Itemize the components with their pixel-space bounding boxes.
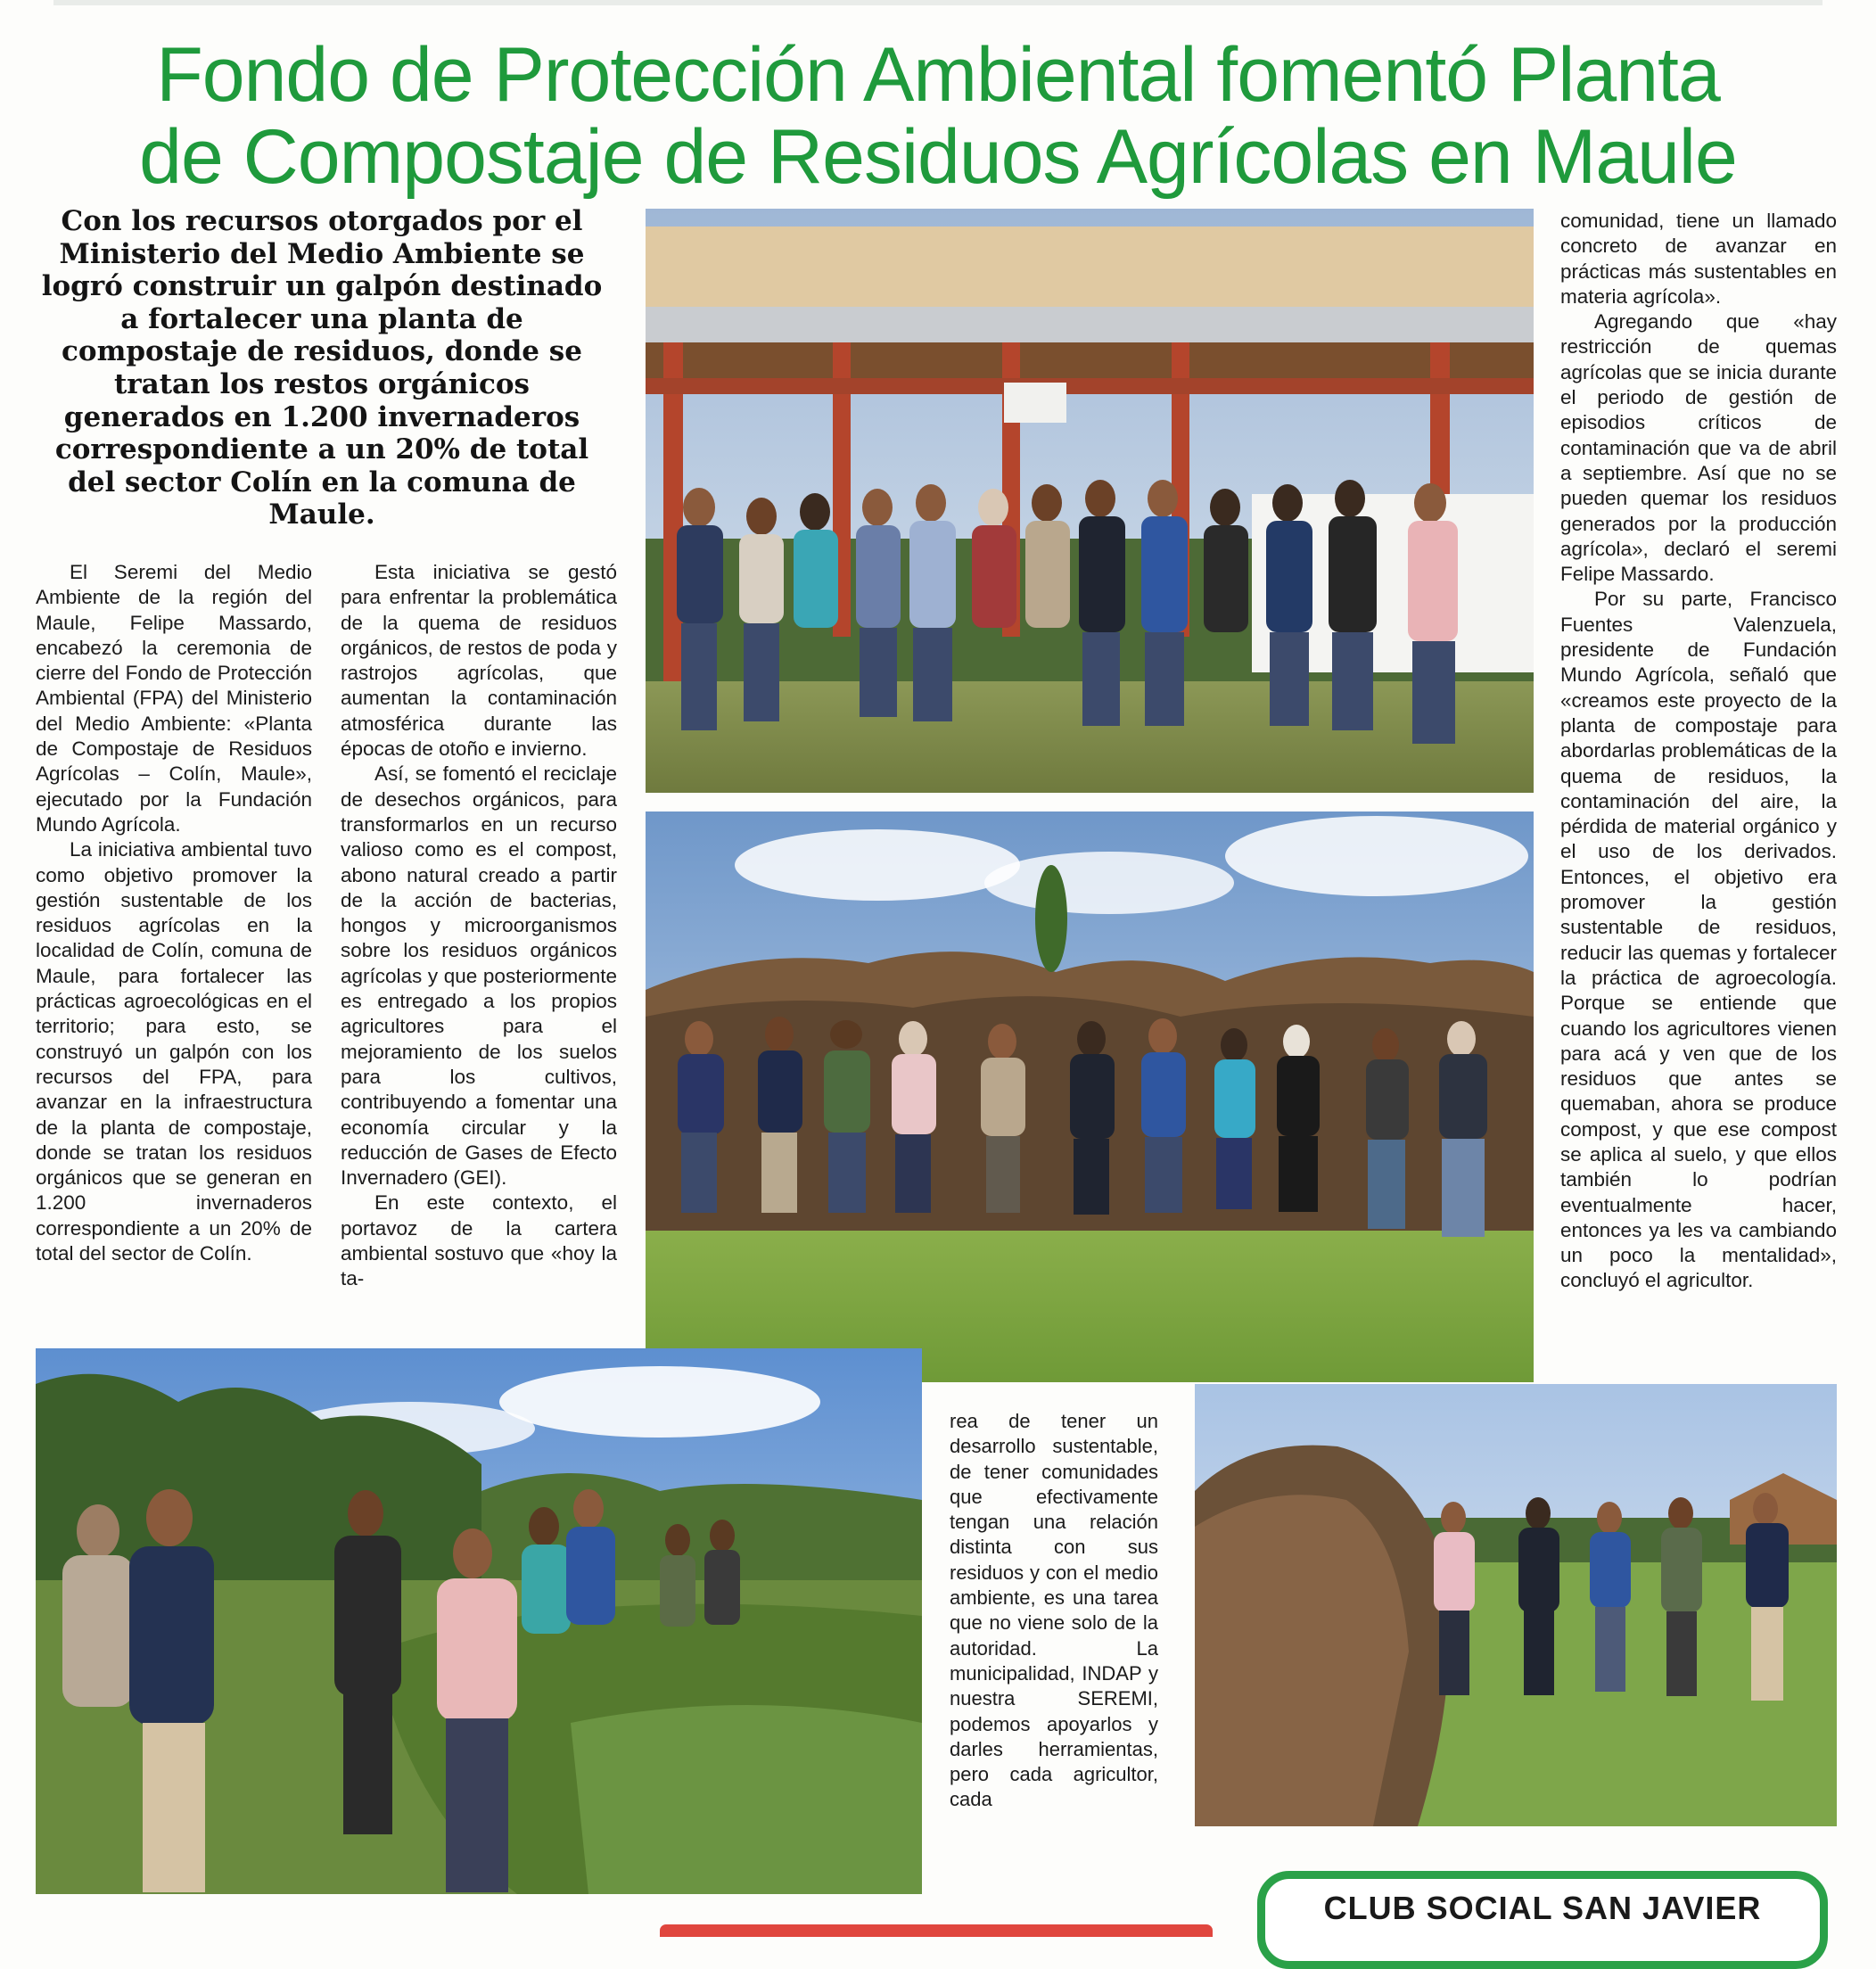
paragraph: rea de tener un desarrollo sustentable, de tener comunidades que efectivamente tengan una relación distinta con sus residuos y con el medio ambiente, es una tarea que no viene solo de la autoridad. La municipalidad, INDAP y nuestra SEREMI, podemos apoyarlos y darles herramientas, pero cada agricultor, cada [950, 1410, 1158, 1811]
top-rule [53, 0, 1823, 5]
photo-compost-pile [1195, 1384, 1837, 1826]
red-banner-edge [660, 1924, 1213, 1937]
paragraph: La iniciativa ambiental tuvo como objetivo promover la gestión sustentable de los residuos agrícolas en la localidad de Colín, comuna de Maule, para fortalecer las prácticas agroecológicas en el territorio; para esto, se construyó un galpón con los recursos del FPA, para avanzar en la infraestructura de la planta de compostaje, donde se tratan los residuos orgánicos que se generan en 1.200 invernaderos correspondiente a un 20% de total del sector de Colín. [36, 838, 312, 1265]
club-social-banner [1257, 1871, 1828, 1969]
paragraph: Agregando que «hay restricción de quemas agrícolas que se inicia durante el periodo de gestión de episodios críticos de contaminación que va de abril a septiembre. Así que no se pueden quemar los residuos generados por la producción agrícola», declaró el seremi Felipe Massardo. [1560, 310, 1837, 586]
photo-group-compost [646, 811, 1534, 1382]
paragraph: Así, se fomentó el reciclaje de desechos orgánicos, para transformarlos en un recurso valioso como es el compost, abono natural creado a partir de la acción de bacterias, hongos y microorganismos sobre los residuos orgánicos agrícolas y que posteriormente es entregado a los propios agricultores para el mejoramiento de los suelos para los cultivos, contribuyendo a fomentar una economía circular y la reducción de Gases de Efecto Invernadero (GEI). [341, 762, 617, 1190]
column-3 [950, 1409, 1158, 1813]
paragraph: Esta iniciativa se gestó para enfrentar la problemática de la quema de residuos orgánicos, de restos de poda y rastrojos agrícolas, que aumentan la contaminación atmosférica durante las épocas de otoño e invierno. [341, 561, 617, 761]
headline-line-1: Fondo de Protección Ambiental fomentó Planta [156, 32, 1720, 118]
paragraph: Por su parte, Francisco Fuentes Valenzuela, presidente de Fundación Mundo Agrícola, señaló que «creamos este proyecto de la planta de compostaje para abordarlas problemáticas de la quema de residuos, la contaminación del aire, la pérdida de material orgánico y el uso de los derivados. Entonces, el objetivo era promover la gestión sustentable de residuos, reducir las quemas y fortalecer la práctica de agroecología. Porque se entiende que cuando los agricultores vienen para acá y ven que de los residuos que antes se quemaban, ahora se produce compost, y que ese compost se aplica al suelo, y que ellos también lo podrían eventualmente hacer, entonces ya les va cambiando un poco la mentalidad», concluyó el agricultor. [1560, 588, 1837, 1292]
club-social-label: CLUB SOCIAL SAN JAVIER [1323, 1890, 1762, 1926]
column-4 [1560, 209, 1837, 1294]
photo-group-shed [646, 209, 1534, 793]
headline [53, 34, 1823, 198]
headline-line-2: de Compostaje de Residuos Agrícolas en Maule [139, 114, 1737, 200]
column-2 [341, 560, 617, 1292]
column-1 [36, 560, 312, 1266]
paragraph: comunidad, tiene un llamado concreto de avanzar en prácticas más sustentables en materia agrícola». [1560, 210, 1837, 308]
paragraph: El Seremi del Medio Ambiente de la región del Maule, Felipe Massardo, encabezó la ceremonia de cierre del Fondo de Protección Ambiental (FPA) del Ministerio del Medio Ambiente: «Planta de Compostaje de Residuos Agrícolas – Colín, Maule», ejecutado por la Fundación Mundo Agrícola. [36, 561, 312, 836]
lede: Con los recursos otorgados por el Ministerio del Medio Ambiente se logró construir un galpón destinado a fortalecer una planta de compostaje de residuos, donde se tratan los restos orgánicos generados en 1.200 invernaderos correspondiente a un 20% de total del sector Colín en la comuna de Maule. [41, 205, 603, 531]
photo-inspection-field [36, 1348, 922, 1894]
paragraph: En este contexto, el portavoz de la cartera ambiental sostuvo que «hoy la ta- [341, 1191, 617, 1290]
